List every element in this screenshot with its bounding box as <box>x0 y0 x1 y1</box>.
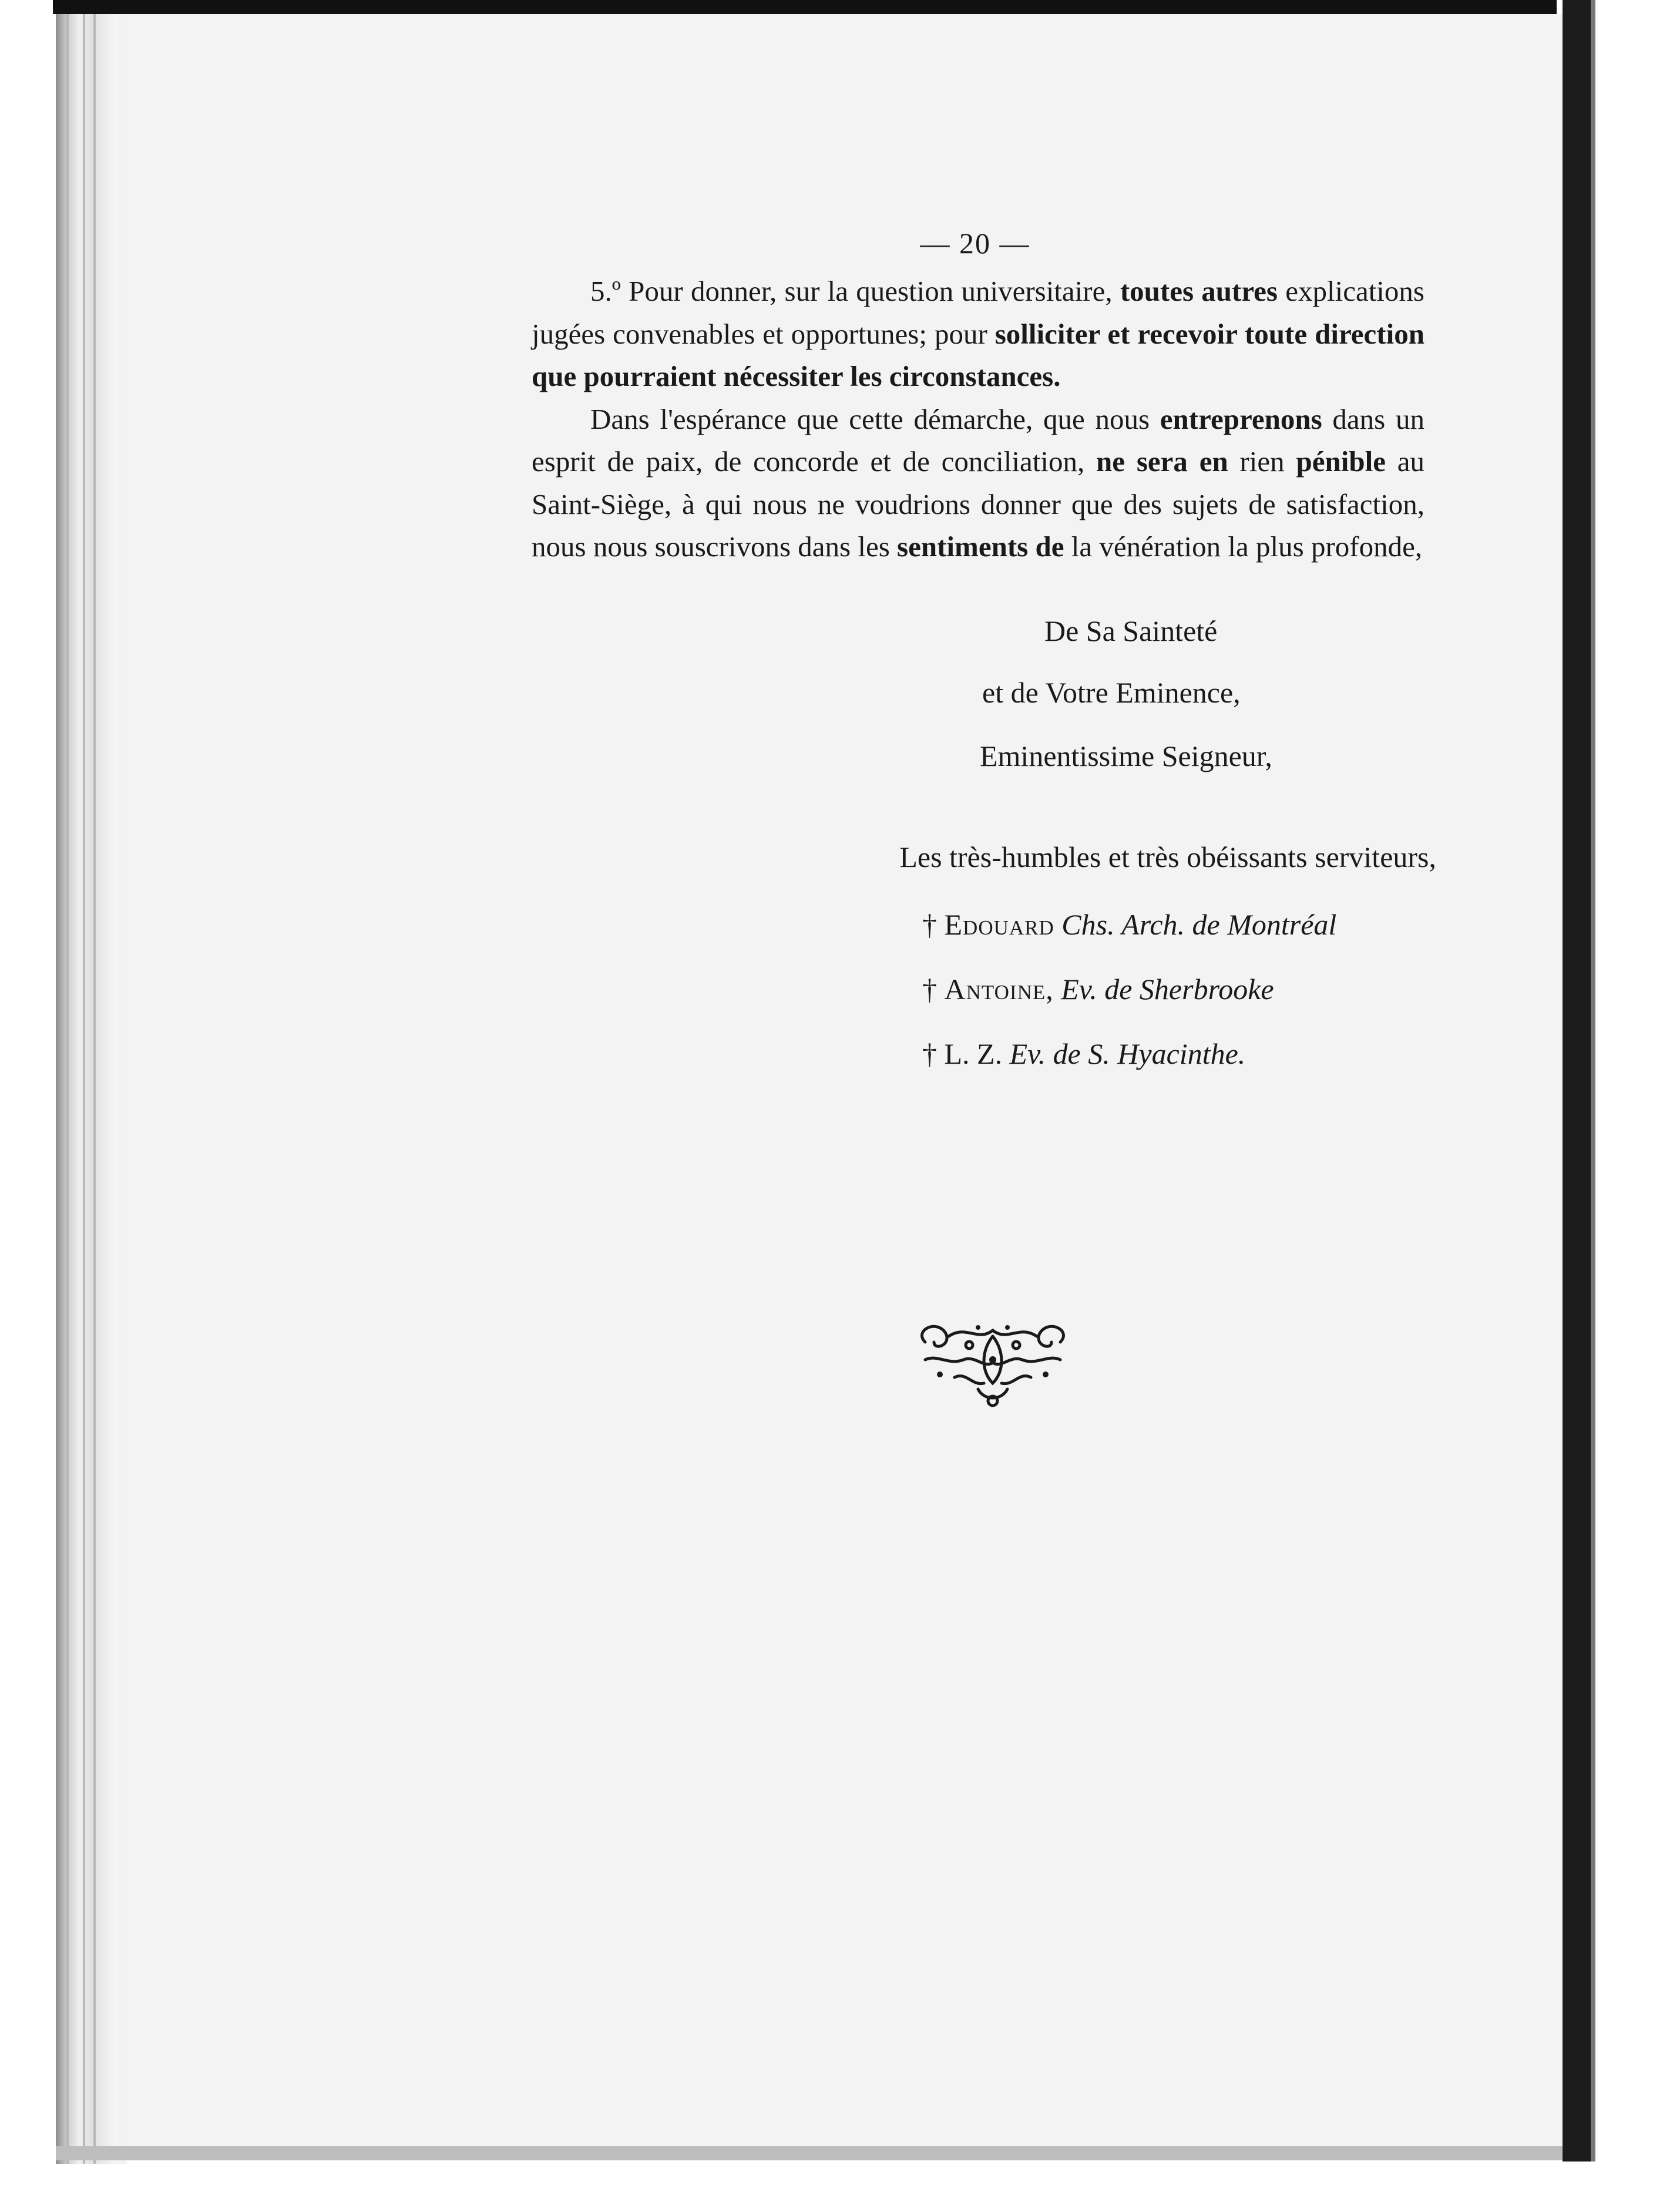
signature-name: Edouard <box>944 908 1054 941</box>
paragraph-bold-text: toutes autres <box>1120 275 1278 307</box>
signature-edouard <box>922 907 1336 942</box>
fleuron-ornament-icon <box>913 1319 1072 1410</box>
paragraph-text: au Saint-Siège, à qui nous ne voudrions donner que des sujets de satisfaction, nous nous souscrivons dans les <box>532 445 1424 563</box>
signature-name: L. Z. <box>944 1037 1003 1070</box>
paragraph-text: 5.º Pour donner, sur la question universitaire, <box>590 275 1120 307</box>
paragraph-closing <box>532 398 1424 569</box>
scan-border-top <box>53 0 1557 14</box>
salutation: Les très-humbles et très obéissants serviteurs, <box>899 841 1436 873</box>
signature-title: Chs. Arch. de Montréal <box>1061 908 1337 941</box>
page-number: — 20 — <box>920 227 1030 260</box>
page-edge-stripe <box>83 14 85 2164</box>
cross-icon: † <box>922 1037 937 1070</box>
paragraph-bold-text: ne sera en <box>1096 445 1228 478</box>
cross-icon: † <box>922 973 937 1006</box>
bottom-band <box>56 2146 1563 2160</box>
signature-lz <box>922 1037 1245 1071</box>
paragraph-bold-text: solliciter et recevoir toute direction que pourraient nécessiter les circonstances. <box>532 317 1424 392</box>
page-edge-stripe <box>93 14 96 2164</box>
body-text <box>532 270 1424 569</box>
paragraph-text: rien <box>1228 445 1296 478</box>
signature-antoine <box>922 972 1274 1006</box>
paragraph-bold-text: pénible <box>1296 445 1386 478</box>
page-edge-left <box>56 14 126 2164</box>
paragraph-bold-text: entreprenons <box>1160 402 1322 435</box>
signature-title: Ev. de S. Hyacinthe. <box>1009 1037 1246 1070</box>
closing-line-3: Eminentissime Seigneur, <box>980 739 1272 772</box>
paragraph-text: dans un esprit de paix, de concorde et de conciliation, <box>532 402 1424 478</box>
cross-icon: † <box>922 908 937 941</box>
signature-title: Ev. de Sherbrooke <box>1061 973 1274 1006</box>
paragraph-5 <box>532 270 1424 398</box>
paragraph-text: Dans l'espérance que cette démarche, que nous <box>590 402 1160 435</box>
gutter-bar <box>1563 0 1591 2162</box>
closing-line-2: et de Votre Eminence, <box>982 676 1241 709</box>
paragraph-bold-text: sentiments de <box>897 530 1064 563</box>
paragraph-text: la vénération la plus profonde, <box>1064 530 1423 563</box>
page-edge-stripe <box>66 14 69 2164</box>
gutter-bar-shadow <box>1591 0 1595 2162</box>
signature-name: Antoine, <box>944 973 1054 1006</box>
paragraph-text: explications jugées convenables et opportunes; pour <box>532 275 1424 350</box>
closing-line-1: De Sa Sainteté <box>1044 614 1218 647</box>
